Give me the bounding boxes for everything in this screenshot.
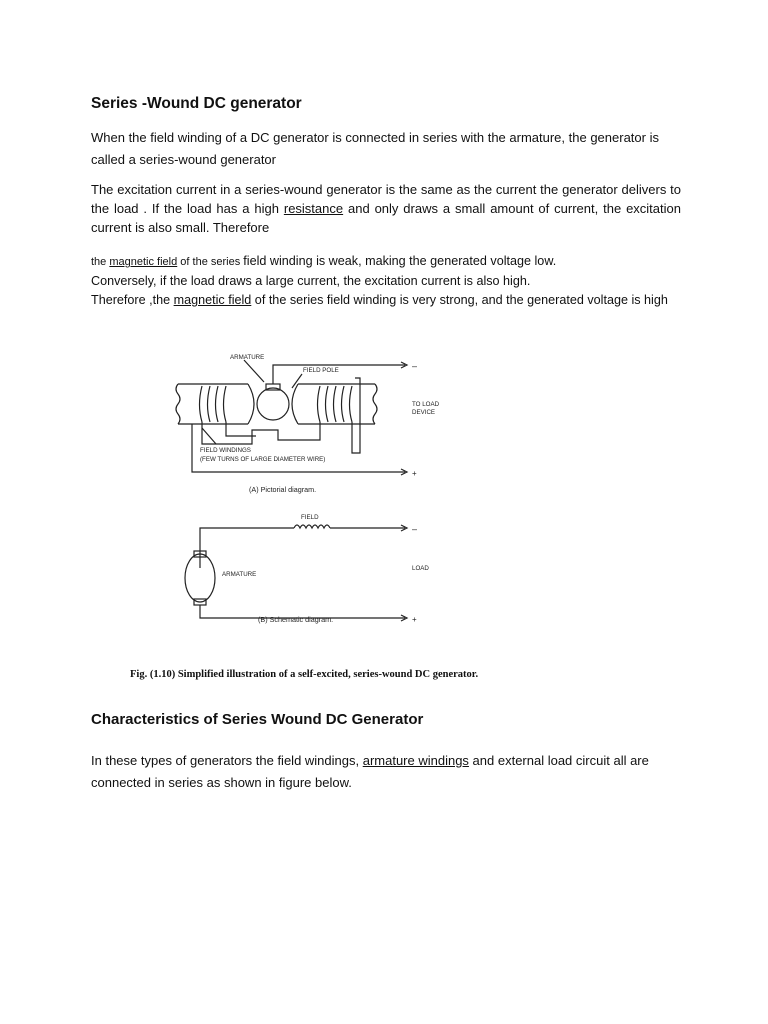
armature-label-b: ARMATURE bbox=[222, 571, 257, 578]
load-label: LOAD bbox=[412, 565, 429, 572]
paragraph-text: In these types of generators the field windings, bbox=[91, 753, 363, 768]
paragraph-characteristics bbox=[91, 750, 681, 794]
paragraph-text: and only draws a small amount of current, the excitation current is also small. Therefore bbox=[91, 201, 681, 235]
schematic-caption: (B) Schematic diagram. bbox=[258, 615, 334, 624]
pictorial-caption: (A) Pictorial diagram. bbox=[249, 485, 317, 494]
paragraph-text: The excitation current in a series-wound generator is the same as the current the generator delivers to the load . If the load has a high bbox=[91, 182, 681, 216]
device-label: DEVICE bbox=[412, 409, 436, 416]
figure-caption: Fig. (1.10) Simplified illustration of a self-excited, series-wound DC generator. bbox=[130, 669, 479, 680]
paragraph-text: field winding is weak, making the generated voltage low. bbox=[243, 254, 557, 268]
plus-terminal-b: + bbox=[412, 615, 417, 624]
section-heading-2: Characteristics of Series Wound DC Generator bbox=[91, 711, 424, 728]
armature-label: ARMATURE bbox=[230, 354, 265, 361]
field-label: FIELD bbox=[301, 514, 319, 521]
paragraph-text: and external load circuit all are connected in series as shown in figure below. bbox=[91, 753, 649, 790]
minus-terminal-b: – bbox=[412, 524, 418, 534]
few-turns-label: (FEW TURNS OF LARGE DIAMETER WIRE) bbox=[200, 456, 326, 463]
plus-terminal: + bbox=[412, 469, 417, 478]
paragraph-text: of the series field winding is very strong, and the generated voltage is high bbox=[251, 293, 668, 307]
field-pole-label: FIELD POLE bbox=[303, 367, 339, 374]
minus-terminal: – bbox=[412, 361, 418, 371]
magnetic-field-link-2[interactable]: magnetic field bbox=[173, 293, 252, 307]
paragraph-text: Therefore ,the bbox=[91, 293, 174, 307]
section-heading: Series -Wound DC generator bbox=[91, 95, 302, 112]
paragraph-definition: When the field winding of a DC generator is connected in series with the armature, the generator is called a series-wound generator bbox=[91, 130, 659, 167]
resistance-link[interactable]: resistance bbox=[283, 201, 344, 216]
paragraph-magnetic-field bbox=[91, 252, 681, 310]
field-windings-label: FIELD WINDINGS bbox=[200, 447, 251, 454]
armature-windings-link[interactable]: armature windings bbox=[362, 753, 469, 768]
paragraph-excitation bbox=[91, 180, 681, 237]
generator-diagram bbox=[160, 348, 450, 630]
paragraph-text: Conversely, if the load draws a large current, the excitation current is also high. bbox=[91, 274, 531, 288]
paragraph-text: of the series bbox=[177, 256, 244, 268]
paragraph-text: the bbox=[91, 256, 110, 268]
magnetic-field-link[interactable]: magnetic field bbox=[109, 256, 178, 268]
to-load-label: TO LOAD bbox=[412, 401, 440, 408]
